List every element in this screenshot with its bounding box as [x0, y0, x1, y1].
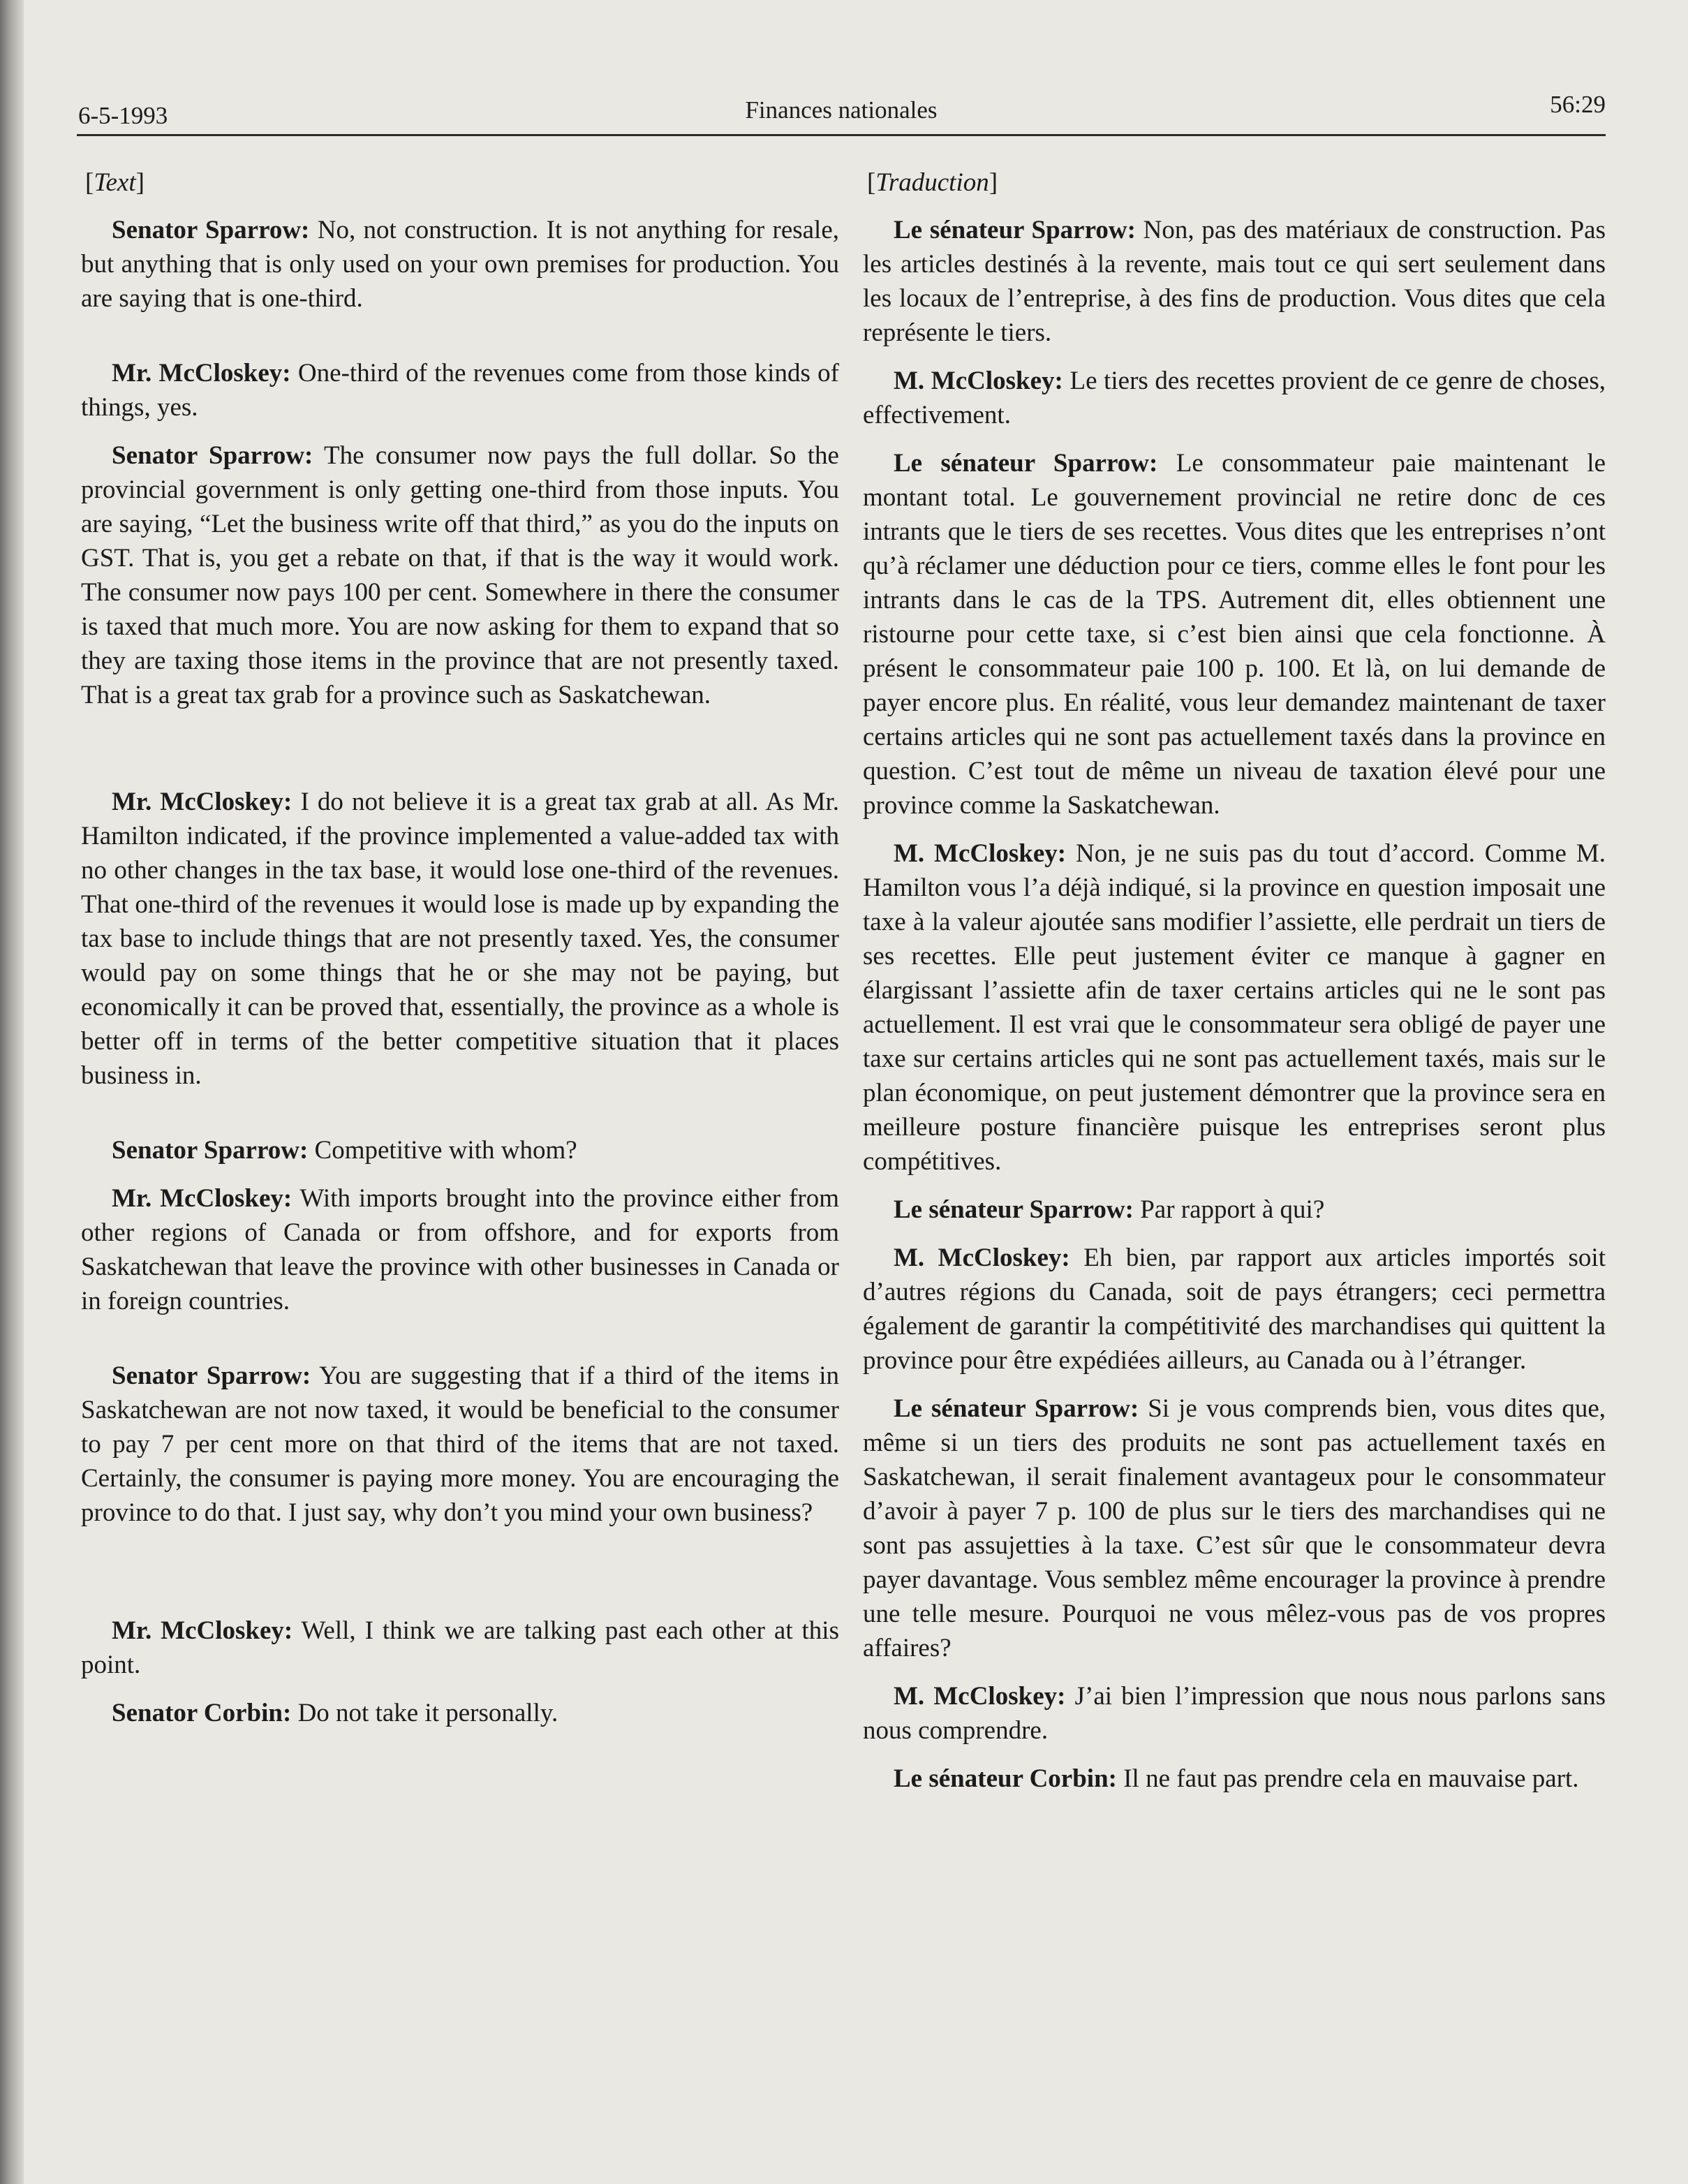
paragraph-text: Well, I think we are talking past each other at this point.: [81, 1616, 839, 1679]
speaker-name: Le sénateur Sparrow:: [894, 449, 1158, 478]
paragraph: [863, 213, 1606, 350]
paragraph: [863, 364, 1606, 432]
paragraph: [81, 1359, 839, 1530]
speaker-name: Mr. McCloskey:: [112, 359, 291, 388]
paragraph: [81, 1614, 839, 1682]
speaker-name: Senator Sparrow:: [112, 441, 313, 470]
paragraph-text: Le consommateur paie maintenant le montant total. Le gouvernement provincial ne retire donc de ces intrants que le tiers de ses recettes. Vous dites que les entreprises n’ont qu’à réclamer une déduction pour ce tiers, comme elles le font pour les intrants dans le cas de la TPS. Autrement dit, elles obtiennent une ristourne pour cette taxe, si c’est bien ainsi que cela fonctionne. À présent le consommateur paie 100 p. 100. Et là, on lui demande de payer encore plus. En réalité, vous leur demandez maintenant de taxer certains articles qui ne sont pas actuellement taxés dans la province en question. C’est tout de même un niveau de taxation élevé pour une province comme la Saskatchewan.: [863, 449, 1606, 820]
column-label-french: [Traduction]: [867, 168, 998, 197]
paragraph-text: With imports brought into the province either from other regions of Canada or from offshore, and for exports from Saskatchewan that leave the province with other businesses in Canada or in foreign countries.: [81, 1184, 839, 1315]
paragraph: [81, 1696, 839, 1730]
paragraph: [81, 1181, 839, 1318]
paragraph-text: Si je vous comprends bien, vous dites que, même si un tiers des produits ne sont pas actuellement taxés en Saskatchewan, il serait finalement avantageux pour le consommateur d’avoir à payer 7 p. 100 de plus sur le tiers des marchandises qui ne sont pas assujetties à la taxe. C’est sûr que le consommateur devra payer davantage. Vous semblez même encourager la province à prendre une telle mesure. Pourquoi ne vous mêlez-vous pas de vos propres affaires?: [863, 1394, 1606, 1662]
paragraph: [863, 1241, 1606, 1378]
running-header: [77, 82, 1606, 136]
paragraph-text: You are suggesting that if a third of the items in Saskatchewan are not now taxed, it would be beneficial to the consumer to pay 7 per cent more on that third of the items that are not taxed. Certainly, the consumer is paying more money. You are encouraging the province to do that. I just say, why don’t you mind your own business?: [81, 1362, 840, 1527]
speaker-name: Mr. McCloskey:: [112, 1184, 293, 1213]
paragraph-text: Non, pas des matériaux de construction. Pas les articles destinés à la revente, mais tout ce qui sert seulement dans les locaux de l’entreprise, à des fins de production. Vous dites que cela représente le tiers.: [863, 216, 1606, 347]
paragraph-text: Il ne faut pas prendre cela en mauvaise part.: [1123, 1764, 1579, 1793]
paragraph-text: Le tiers des recettes provient de ce genre de choses, effectivement.: [863, 367, 1606, 429]
paragraph: [863, 446, 1606, 822]
speaker-name: Mr. McCloskey:: [112, 788, 293, 816]
paragraph-text: One-third of the revenues come from those kinds of things, yes.: [81, 359, 840, 422]
paragraph-text: Par rapport à qui?: [1140, 1195, 1325, 1224]
header-page-number: 56:29: [1550, 91, 1606, 118]
paragraph-text: I do not believe it is a great tax grab at all. As Mr. Hamilton indicated, if the province implemented a value-added tax with no other changes in the tax base, it would lose one-third of the revenues. That one-third of the revenues it would lose is made up by expanding the tax base to include things that are not presently taxed. Yes, the consumer would pay on some things that he or she may not be paying, but economically it can be proved that, essentially, the province as a whole is better off in terms of the better competitive situation that it places business in.: [81, 788, 840, 1090]
document-page: [77, 77, 1606, 2137]
header-title: Finances nationales: [745, 96, 938, 124]
paragraph-text: No, not construction. It is not anything for resale, but anything that is only used on your own premises for production. You are saying that is one-third.: [81, 216, 840, 313]
paragraph-text: The consumer now pays the full dollar. So the provincial government is only getting one-third from those inputs. You are saying, “Let the business write off that third,” as you do the inputs on GST. That is, you get a rebate on that, if that is the way it would work. The consumer now pays 100 per cent. Somewhere in there the consumer is taxed that much more. You are now asking for them to expand that so they are taxing those items in the province that are not presently taxed. That is a great tax grab for a province such as Saskatchewan.: [81, 441, 839, 709]
speaker-name: Senator Sparrow:: [112, 1362, 311, 1390]
book-spine-shadow: [0, 0, 24, 2184]
speaker-name: M. McCloskey:: [894, 1244, 1070, 1272]
paragraph: [863, 1193, 1606, 1227]
french-column: [863, 168, 1606, 1810]
speaker-name: Mr. McCloskey:: [112, 1616, 293, 1645]
speaker-name: Senator Sparrow:: [112, 216, 310, 244]
paragraph: [863, 836, 1606, 1179]
english-column: [81, 168, 839, 1744]
paragraph: [863, 1762, 1606, 1796]
paragraph: [863, 1392, 1606, 1665]
header-date: 6-5-1993: [78, 102, 168, 129]
paragraph-text: J’ai bien l’impression que nous nous parlons sans nous comprendre.: [863, 1682, 1606, 1745]
paragraph-text: Competitive with whom?: [314, 1136, 577, 1165]
paragraph: [863, 1679, 1606, 1748]
paragraph-text: Non, je ne suis pas du tout d’accord. Comme M. Hamilton vous l’a déjà indiqué, si la province en question imposait une taxe à la valeur ajoutée sans modifier l’assiette, elle perdrait un tiers de ses recettes. Elle peut justement éviter ce manque à gagner en élargissant l’assiette afin de taxer certains articles qui ne le sont pas actuellement. Il est vrai que le consommateur sera obligé de payer une taxe sur certains articles qui ne sont pas actuellement taxés, mais sur le plan économique, on peut justement démontrer que la province sera en meilleure posture financière puisque les entreprises seront plus compétitives.: [863, 839, 1606, 1176]
speaker-name: Le sénateur Sparrow:: [894, 216, 1136, 244]
speaker-name: Le sénateur Sparrow:: [894, 1394, 1139, 1423]
speaker-name: Senator Sparrow:: [112, 1136, 309, 1165]
speaker-name: Senator Corbin:: [112, 1699, 292, 1727]
speaker-name: Le sénateur Sparrow:: [894, 1195, 1134, 1224]
paragraph: [81, 1133, 839, 1167]
speaker-name: M. McCloskey:: [894, 839, 1067, 868]
speaker-name: Le sénateur Corbin:: [894, 1764, 1117, 1793]
speaker-name: M. McCloskey:: [894, 1682, 1066, 1711]
paragraph: [81, 785, 839, 1093]
paragraph: [81, 438, 839, 712]
paragraph: [81, 356, 839, 425]
speaker-name: M. McCloskey:: [894, 367, 1063, 395]
column-label-english: [Text]: [85, 168, 145, 197]
paragraph: [81, 213, 839, 316]
paragraph-text: Do not take it personally.: [297, 1699, 558, 1727]
paragraph-text: Eh bien, par rapport aux articles importés soit d’autres régions du Canada, soit de pays étrangers; ceci permettra également de garantir la compétitivité des marchandises qui quittent la province pour être expédiées ailleurs, au Canada ou à l’étranger.: [863, 1244, 1606, 1375]
